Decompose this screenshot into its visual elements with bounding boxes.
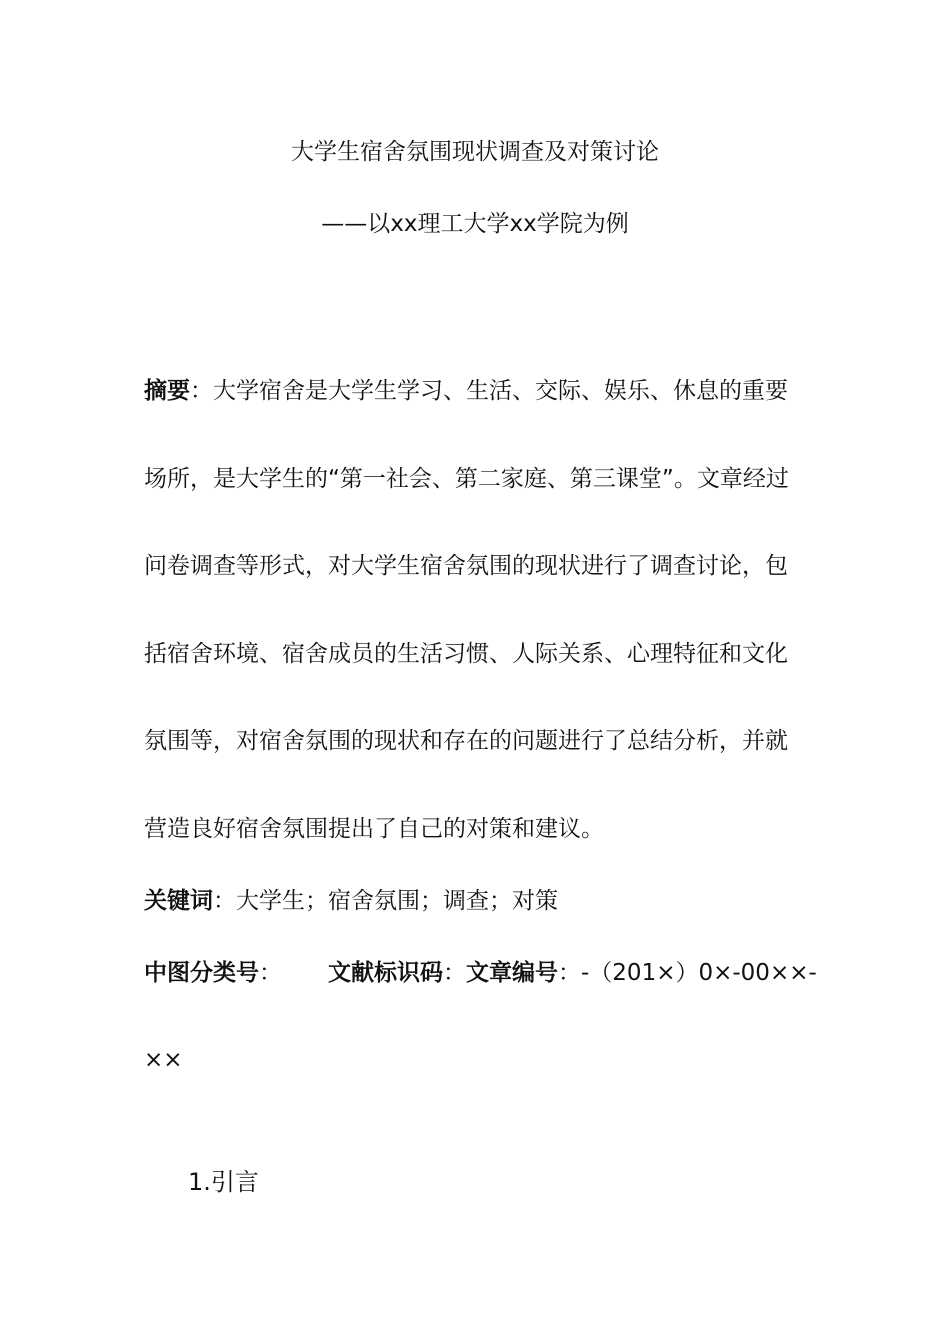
abstract-block — [144, 373, 808, 898]
classification-line — [144, 955, 817, 991]
abstract-line — [144, 373, 808, 461]
keywords-colon: ： — [213, 888, 236, 914]
section-heading: 1.引言 — [188, 1168, 259, 1196]
clc-colon: ： — [259, 960, 282, 986]
keywords-value: 大学生；宿舍氛围；调查；对策 — [236, 888, 558, 914]
abstract-line: 场所，是大学生的“第一社会、第二家庭、第三课堂”。文章经过 — [144, 465, 789, 492]
abstract-line: 营造良好宿舍氛围提出了自己的对策和建议。 — [144, 815, 604, 842]
abstract-line: 问卷调查等形式，对大学生宿舍氛围的现状进行了调查讨论，包 — [144, 553, 788, 579]
doc-code-label: 文献标识码 — [328, 960, 443, 986]
abstract-line: 氛围等，对宿舍氛围的现状和存在的问题进行了总结分析，并就 — [144, 728, 788, 754]
document-title: 大学生宿舍氛围现状调查及对策讨论 — [291, 139, 659, 165]
document-subtitle: ——以xx理工大学xx学院为例 — [321, 211, 629, 237]
abstract-line: 括宿舍环境、宿舍成员的生活习惯、人际关系、心理特征和文化 — [144, 640, 788, 667]
keywords-line — [144, 883, 808, 919]
abstract-label-colon: ： — [190, 378, 213, 404]
keywords-label: 关键词 — [144, 888, 213, 914]
article-no-value: ：-（201×）0×-00××- — [558, 960, 817, 986]
clc-label: 中图分类号 — [144, 960, 259, 986]
article-no-label: 文章编号 — [466, 960, 558, 986]
abstract-label: 摘要 — [144, 378, 190, 404]
article-no-continuation: ×× — [144, 1047, 183, 1073]
doc-code-colon: ： — [443, 960, 466, 986]
abstract-text: 大学宿舍是大学生学习、生活、交际、娱乐、休息的重要 — [213, 378, 788, 404]
